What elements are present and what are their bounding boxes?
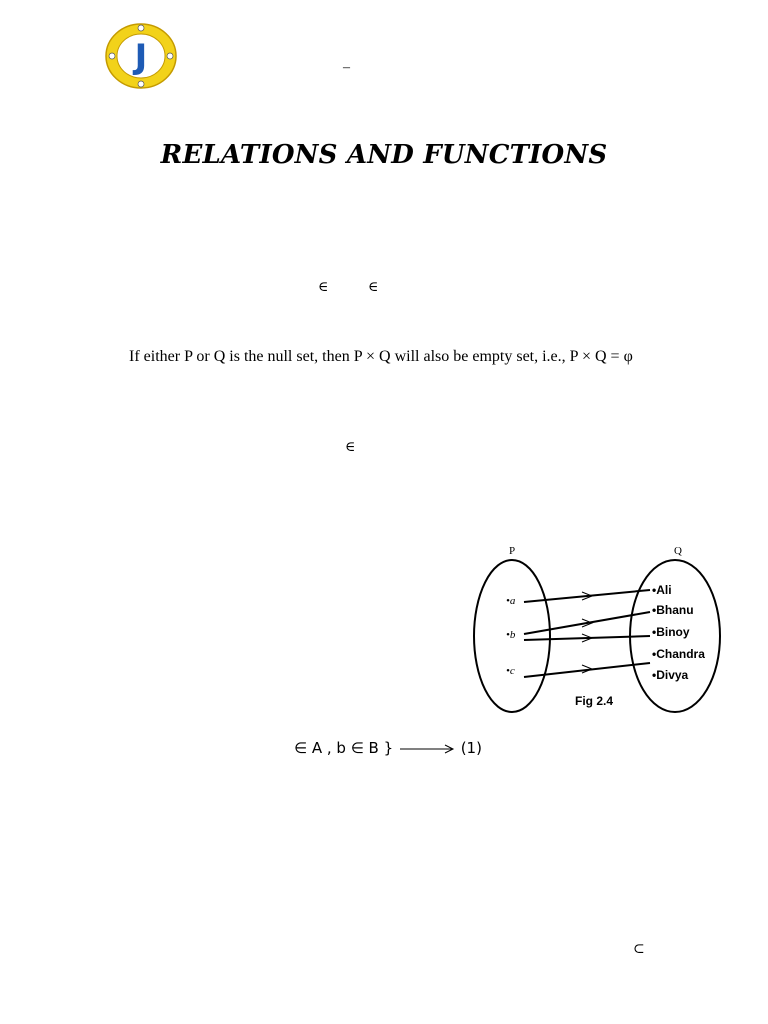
equation-number: (1) bbox=[460, 739, 482, 757]
arrow-b-binoy bbox=[524, 636, 650, 640]
page-title: RELATIONS AND FUNCTIONS bbox=[160, 140, 608, 170]
logo-letter: J bbox=[134, 37, 148, 77]
element-of-symbol: ∈ bbox=[345, 439, 356, 455]
school-logo bbox=[104, 22, 178, 90]
p-element-c: •c bbox=[506, 665, 515, 677]
element-of-symbol: ∈ bbox=[368, 279, 379, 295]
top-dash: – bbox=[343, 60, 350, 75]
long-arrow-icon bbox=[398, 743, 456, 755]
q-element-bhanu: •Bhanu bbox=[652, 603, 694, 617]
figure-caption: Fig 2.4 bbox=[574, 694, 614, 708]
equation-left: ∈ A , b ∈ B } bbox=[294, 739, 394, 757]
arrow-c-chandra bbox=[524, 663, 650, 677]
set-p-label: P bbox=[508, 545, 516, 557]
subset-symbol: ⊂ bbox=[633, 941, 645, 957]
set-builder-equation bbox=[294, 739, 482, 757]
null-set-statement: If either P or Q is the null set, then P × Q will also be empty set, i.e., P × Q = φ bbox=[129, 348, 633, 365]
element-of-symbol: ∈ bbox=[318, 279, 329, 295]
q-element-ali: •Ali bbox=[652, 583, 672, 597]
q-element-divya: •Divya bbox=[652, 668, 689, 682]
set-q-label: Q bbox=[674, 545, 682, 557]
q-element-chandra: •Chandra bbox=[652, 647, 705, 661]
relation-diagram bbox=[470, 540, 730, 720]
p-element-a: •a bbox=[506, 595, 516, 607]
q-element-binoy: •Binoy bbox=[652, 625, 690, 639]
p-element-b: •b bbox=[506, 629, 516, 641]
